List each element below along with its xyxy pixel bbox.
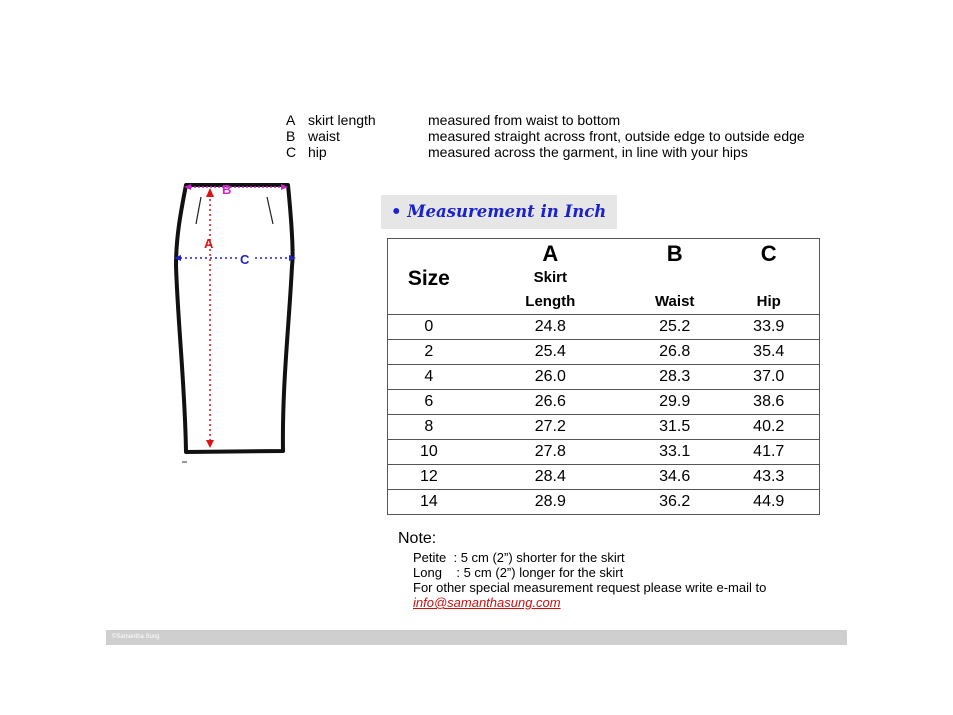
hip-cell: 35.4 bbox=[719, 340, 820, 365]
column-subtitle: Skirt bbox=[533, 269, 567, 286]
measurement-heading: • Measurement in Inch bbox=[381, 195, 617, 229]
skirt-outline bbox=[176, 185, 293, 452]
waist-header-cell bbox=[631, 239, 719, 315]
skirt-length-cell: 28.9 bbox=[470, 490, 631, 515]
column-subtitle bbox=[719, 267, 820, 289]
column-name: Hip bbox=[756, 293, 781, 310]
size-cell: 8 bbox=[388, 415, 470, 440]
waist-label: B bbox=[222, 182, 232, 197]
footer-bar bbox=[106, 630, 847, 645]
legend-letter: A bbox=[286, 112, 296, 128]
hip-cell: 40.2 bbox=[719, 415, 820, 440]
legend-name: skirt length bbox=[308, 112, 376, 128]
hip-cell: 44.9 bbox=[719, 490, 820, 515]
size-cell: 0 bbox=[388, 315, 470, 340]
waist-cell: 29.9 bbox=[631, 390, 719, 415]
waist-cell: 28.3 bbox=[631, 365, 719, 390]
note-special-request: For other special measurement request please write e-mail to bbox=[413, 580, 767, 595]
table-row bbox=[388, 440, 820, 465]
legend-description: measured straight across front, outside edge to outside edge bbox=[428, 128, 805, 144]
column-letter: B bbox=[666, 241, 683, 266]
size-cell: 2 bbox=[388, 340, 470, 365]
hip-cell: 33.9 bbox=[719, 315, 820, 340]
table-row bbox=[388, 340, 820, 365]
skirt-length-cell: 27.2 bbox=[470, 415, 631, 440]
skirt-length-cell: 26.6 bbox=[470, 390, 631, 415]
skirt-length-cell: 27.8 bbox=[470, 440, 631, 465]
hip-cell: 37.0 bbox=[719, 365, 820, 390]
column-name: Length bbox=[525, 293, 576, 310]
email-link[interactable]: info@samanthasung.com bbox=[413, 595, 561, 610]
legend-description: measured across the garment, in line with your hips bbox=[428, 144, 748, 160]
column-name: Waist bbox=[654, 293, 695, 310]
size-cell: 6 bbox=[388, 390, 470, 415]
size-cell: 12 bbox=[388, 465, 470, 490]
size-header: Size bbox=[407, 267, 450, 290]
size-cell: 4 bbox=[388, 365, 470, 390]
waist-cell: 31.5 bbox=[631, 415, 719, 440]
skirt-length-cell: 26.0 bbox=[470, 365, 631, 390]
skirt-outline-drawing bbox=[170, 176, 310, 471]
hip-header-cell bbox=[719, 239, 820, 315]
waist-cell: 34.6 bbox=[631, 465, 719, 490]
note-title: Note: bbox=[398, 530, 437, 547]
table-row bbox=[388, 415, 820, 440]
hip-label: C bbox=[240, 252, 250, 267]
table-row bbox=[388, 365, 820, 390]
note-body bbox=[413, 550, 766, 611]
size-cell: 14 bbox=[388, 490, 470, 515]
measurement-legend bbox=[286, 112, 805, 160]
legend-description: measured from waist to bottom bbox=[428, 112, 621, 128]
size-header-cell bbox=[388, 239, 470, 315]
waist-cell: 25.2 bbox=[631, 315, 719, 340]
hip-cell: 38.6 bbox=[719, 390, 820, 415]
note-long: Long : 5 cm (2”) longer for the skirt bbox=[413, 565, 624, 580]
skirt-diagram bbox=[170, 176, 310, 471]
legend-row-c bbox=[286, 144, 805, 160]
table-row bbox=[388, 390, 820, 415]
skirt-length-header-cell bbox=[470, 239, 631, 315]
hip-cell: 41.7 bbox=[719, 440, 820, 465]
table-row bbox=[388, 490, 820, 515]
table-row bbox=[388, 465, 820, 490]
size-chart-table bbox=[387, 238, 820, 515]
column-letter: A bbox=[542, 241, 559, 266]
skirt-length-cell: 24.8 bbox=[470, 315, 631, 340]
skirt-length-cell: 25.4 bbox=[470, 340, 631, 365]
waist-cell: 33.1 bbox=[631, 440, 719, 465]
table-header-row bbox=[388, 239, 820, 315]
skirt-length-cell: 28.4 bbox=[470, 465, 631, 490]
copyright-text: ©Samantha Sung bbox=[112, 634, 160, 640]
legend-row-a bbox=[286, 112, 805, 128]
hip-cell: 43.3 bbox=[719, 465, 820, 490]
legend-name: hip bbox=[308, 144, 327, 160]
size-cell: 10 bbox=[388, 440, 470, 465]
legend-row-b bbox=[286, 128, 805, 144]
column-letter: C bbox=[760, 241, 777, 266]
legend-name: waist bbox=[308, 128, 340, 144]
length-label: A bbox=[204, 236, 214, 251]
legend-letter: B bbox=[286, 128, 296, 144]
waist-cell: 36.2 bbox=[631, 490, 719, 515]
note-petite: Petite : 5 cm (2”) shorter for the skirt bbox=[413, 550, 625, 565]
table-row bbox=[388, 315, 820, 340]
legend-letter: C bbox=[286, 144, 297, 160]
waist-cell: 26.8 bbox=[631, 340, 719, 365]
column-subtitle bbox=[631, 267, 719, 289]
